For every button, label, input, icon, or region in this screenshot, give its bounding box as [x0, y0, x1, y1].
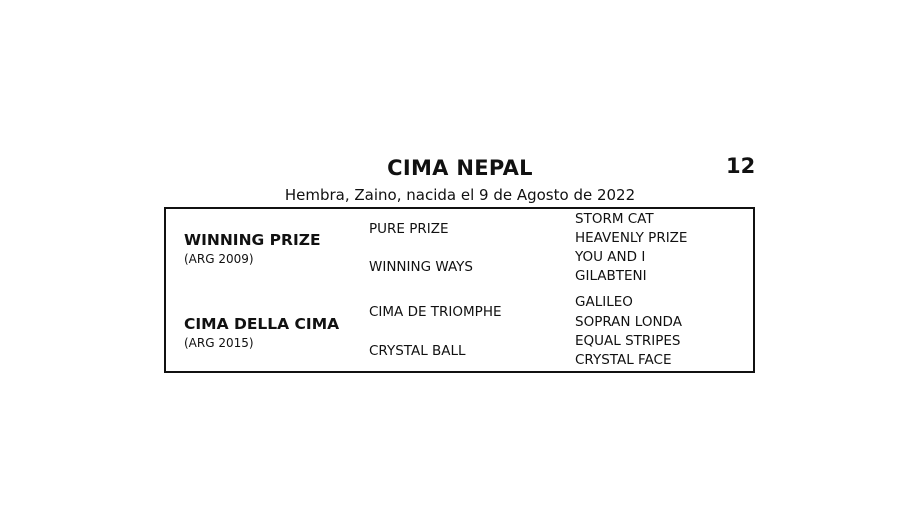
sire-sire-dam-name: HEAVENLY PRIZE: [575, 230, 688, 246]
sire-sire-name: PURE PRIZE: [369, 221, 449, 237]
dam-origin: (ARG 2015): [184, 336, 254, 350]
sire-dam-name: WINNING WAYS: [369, 259, 473, 275]
dam-sire-name: CIMA DE TRIOMPHE: [369, 304, 502, 320]
lot-number: 12: [726, 154, 756, 178]
sire-dam-dam-name: GILABTENI: [575, 268, 647, 284]
dam-sire-dam-name: SOPRAN LONDA: [575, 314, 682, 330]
sire-origin: (ARG 2009): [184, 252, 254, 266]
sire-sire-sire-name: STORM CAT: [575, 211, 654, 227]
pedigree-box: [164, 207, 755, 373]
dam-dam-dam-name: CRYSTAL FACE: [575, 352, 672, 368]
sire-dam-sire-name: YOU AND I: [575, 249, 646, 265]
horse-description: Hembra, Zaino, nacida el 9 de Agosto de 2022: [284, 186, 636, 204]
dam-dam-sire-name: EQUAL STRIPES: [575, 333, 681, 349]
dam-dam-name: CRYSTAL BALL: [369, 343, 466, 359]
dam-sire-sire-name: GALILEO: [575, 294, 633, 310]
sire-name: WINNING PRIZE: [184, 231, 321, 249]
horse-name: CIMA NEPAL: [387, 156, 533, 180]
dam-name: CIMA DELLA CIMA: [184, 315, 340, 333]
